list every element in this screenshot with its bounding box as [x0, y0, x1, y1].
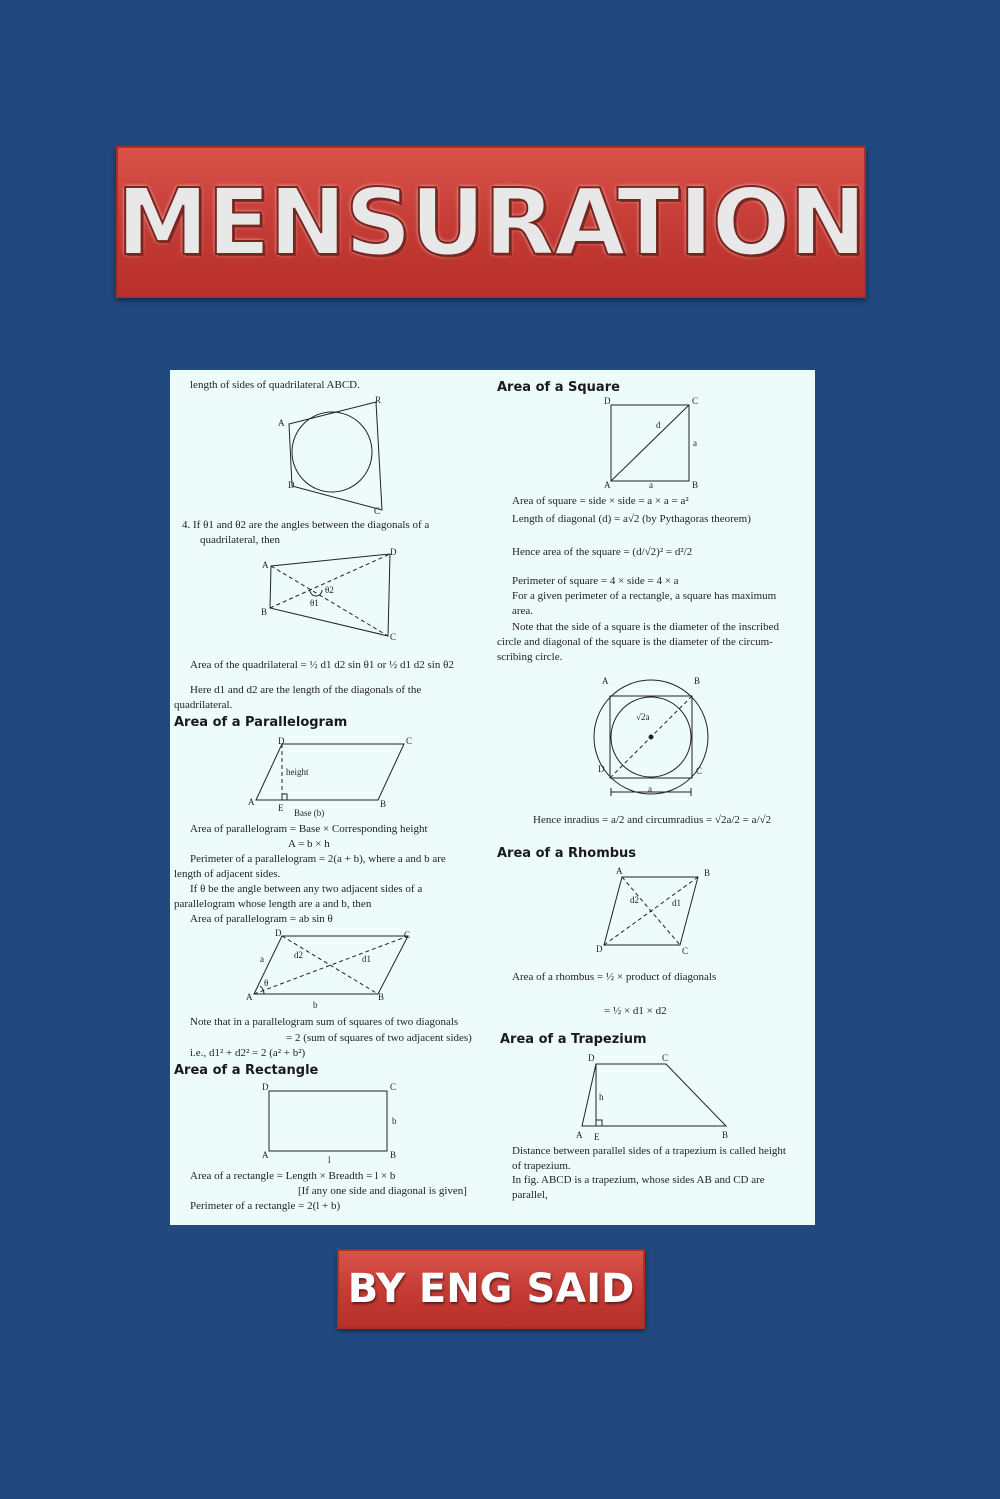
fig4-label-d2: d2 — [294, 950, 303, 960]
fig2-label-c: C — [390, 632, 397, 642]
sq-note3: scribing circle. — [497, 651, 563, 663]
fig2-label-a: A — [262, 560, 269, 570]
figure-rectangle — [268, 1090, 390, 1154]
fig6-label-b: B — [692, 480, 699, 490]
para-perim1: Perimeter of a parallelogram = 2(a + b), where a and b are — [190, 853, 446, 865]
fig7-label-a: A — [602, 676, 609, 686]
fig9-label-a: A — [576, 1130, 583, 1140]
fig5-label-b-side: b — [392, 1116, 397, 1126]
figure-square-circles — [592, 678, 712, 798]
here-line1: Here d1 and d2 are the length of the diagonals of the — [190, 684, 422, 696]
para-theta1: If θ be the angle between any two adjacent sides of a — [190, 883, 423, 895]
fig5-label-a: A — [262, 1150, 269, 1160]
fig4-label-d1: d1 — [362, 954, 371, 964]
sq-area: Area of square = side × side = a × a = a² — [512, 495, 689, 507]
figure-quadrilateral-diagonals — [268, 550, 393, 640]
fig3-label-c: C — [406, 736, 413, 746]
fig7-label-c: C — [696, 766, 703, 776]
para-formula: A = b × h — [288, 838, 330, 850]
sq-hence: Hence area of the square = (d/√2)² = d²/2 — [512, 546, 693, 558]
figure-square — [610, 404, 692, 484]
fig4-label-a: A — [246, 992, 253, 1002]
intro-text: length of sides of quadrilateral ABCD. — [190, 379, 360, 391]
item4-line1: 4. If θ1 and θ2 are the angles between the diagonals of a — [182, 519, 430, 531]
para-perim2: length of adjacent sides. — [174, 868, 281, 880]
rhombus-formula: = ½ × d1 × d2 — [604, 1005, 667, 1017]
note-line1: Note that in a parallelogram sum of squares of two diagonals — [190, 1016, 459, 1028]
fig5-label-l: l — [328, 1155, 331, 1165]
sq-note1: Note that the side of a square is the diameter of the inscribed — [512, 621, 779, 633]
fig4-label-b-side: b — [313, 1000, 318, 1010]
fig2-label-d: D — [390, 547, 397, 557]
fig4-label-b: B — [378, 992, 385, 1002]
para-area: Area of parallelogram = Base × Corresponding height — [190, 823, 428, 835]
rectangle-heading: Area of a Rectangle — [174, 1063, 319, 1078]
fig5-label-d: D — [262, 1082, 269, 1092]
fig9-label-b: B — [722, 1130, 729, 1140]
fig8-label-a: A — [616, 866, 623, 876]
fig8-label-d1: d1 — [672, 898, 681, 908]
author-name: BY ENG SAID — [347, 1266, 635, 1312]
fig3-label-base: Base (b) — [294, 808, 325, 818]
fig6-label-c: C — [692, 396, 699, 406]
fig6-label-a: A — [604, 480, 611, 490]
fig1-label-d: D — [288, 480, 295, 490]
fig7-label-d: D — [598, 764, 605, 774]
fig4-label-c: C — [404, 930, 411, 940]
para-area-sin: Area of parallelogram = ab sin θ — [190, 913, 333, 925]
formula-sheet — [170, 370, 815, 1225]
rect-area: Area of a rectangle = Length × Breadth = l × b — [190, 1170, 396, 1182]
parallelogram-heading: Area of a Parallelogram — [174, 715, 348, 730]
rect-note: [If any one side and diagonal is given] — [298, 1185, 467, 1197]
sq-given2: area. — [512, 605, 534, 617]
sq-perim: Perimeter of square = 4 × side = 4 × a — [512, 575, 679, 587]
trapezium-dist1: Distance between parallel sides of a trapezium is called height — [512, 1145, 786, 1157]
item4-line2: quadrilateral, then — [200, 534, 281, 546]
fig8-label-d: D — [596, 944, 603, 954]
fig8-label-b: B — [704, 868, 711, 878]
fig3-label-b: B — [380, 799, 387, 809]
fig9-label-d: D — [588, 1053, 595, 1063]
figure-rhombus — [602, 875, 702, 947]
trapezium-heading: Area of a Trapezium — [500, 1032, 647, 1047]
sq-note2: circle and diagonal of the square is the diameter of the circum- — [497, 636, 773, 648]
author-banner — [337, 1249, 645, 1329]
trapezium-dist2: of trapezium. — [512, 1160, 571, 1172]
fig1-label-r: R — [375, 395, 382, 405]
fig7-label-b: B — [694, 676, 701, 686]
fig9-label-c: C — [662, 1053, 669, 1063]
fig9-label-e: E — [594, 1132, 600, 1142]
fig2-label-b: B — [261, 607, 268, 617]
fig8-label-d2: d2 — [630, 895, 639, 905]
fig2-label-theta2: θ2 — [325, 585, 334, 595]
fig4-label-theta: θ — [264, 978, 269, 988]
rhombus-heading: Area of a Rhombus — [497, 846, 637, 861]
square-heading: Area of a Square — [497, 380, 620, 395]
fig6-label-a-side: a — [693, 438, 697, 448]
fig4-label-a-side: a — [260, 954, 264, 964]
fig7-label-sqrt2a: √2a — [636, 712, 650, 722]
figure-parallelogram-diagonals — [252, 932, 412, 998]
fig2-label-theta1: θ1 — [310, 598, 319, 608]
note-line3: i.e., d1² + d2² = 2 (a² + b²) — [190, 1047, 306, 1059]
sq-given1: For a given perimeter of a rectangle, a square has maximum — [512, 590, 777, 602]
fig1-label-a: A — [278, 418, 285, 428]
note-line2: = 2 (sum of squares of two adjacent sides) — [286, 1032, 472, 1044]
fig6-label-d: D — [604, 396, 611, 406]
figure-incircle-quadrilateral — [270, 398, 390, 516]
fig8-label-c: C — [682, 946, 689, 956]
fig3-label-d: D — [278, 736, 285, 746]
rhombus-area: Area of a rhombus = ½ × product of diagonals — [512, 971, 717, 983]
fig7-label-a-side: a — [648, 784, 652, 794]
para-theta2: parallelogram whose length are a and b, then — [174, 898, 372, 910]
fig4-label-d: D — [275, 928, 282, 938]
title-banner — [116, 146, 866, 298]
figure-parallelogram-height — [254, 740, 414, 806]
trapezium-fig2: parallel, — [512, 1189, 548, 1201]
fig5-label-b: B — [390, 1150, 397, 1160]
fig3-label-a: A — [248, 797, 255, 807]
fig3-label-height: height — [286, 767, 309, 777]
fig9-label-h: h — [599, 1092, 604, 1102]
fig6-label-a-base: a — [649, 480, 653, 490]
fig5-label-c: C — [390, 1082, 397, 1092]
inradius-formula: Hence inradius = a/2 and circumradius = √2a/2 = a/√2 — [533, 814, 772, 826]
here-line2: quadrilateral. — [174, 699, 233, 711]
book-title: MENSURATION — [116, 168, 866, 276]
quad-area-formula: Area of the quadrilateral = ½ d1 d2 sin θ1 or ½ d1 d2 sin θ2 — [190, 659, 454, 671]
trapezium-fig1: In fig. ABCD is a trapezium, whose sides AB and CD are — [512, 1174, 765, 1186]
sq-diag: Length of diagonal (d) = a√2 (by Pythagoras theorem) — [512, 513, 751, 525]
fig1-label-c: C — [374, 506, 381, 516]
rect-perim: Perimeter of a rectangle = 2(l + b) — [190, 1200, 341, 1212]
fig3-label-e: E — [278, 803, 284, 813]
fig6-label-d-diag: d — [656, 420, 661, 430]
